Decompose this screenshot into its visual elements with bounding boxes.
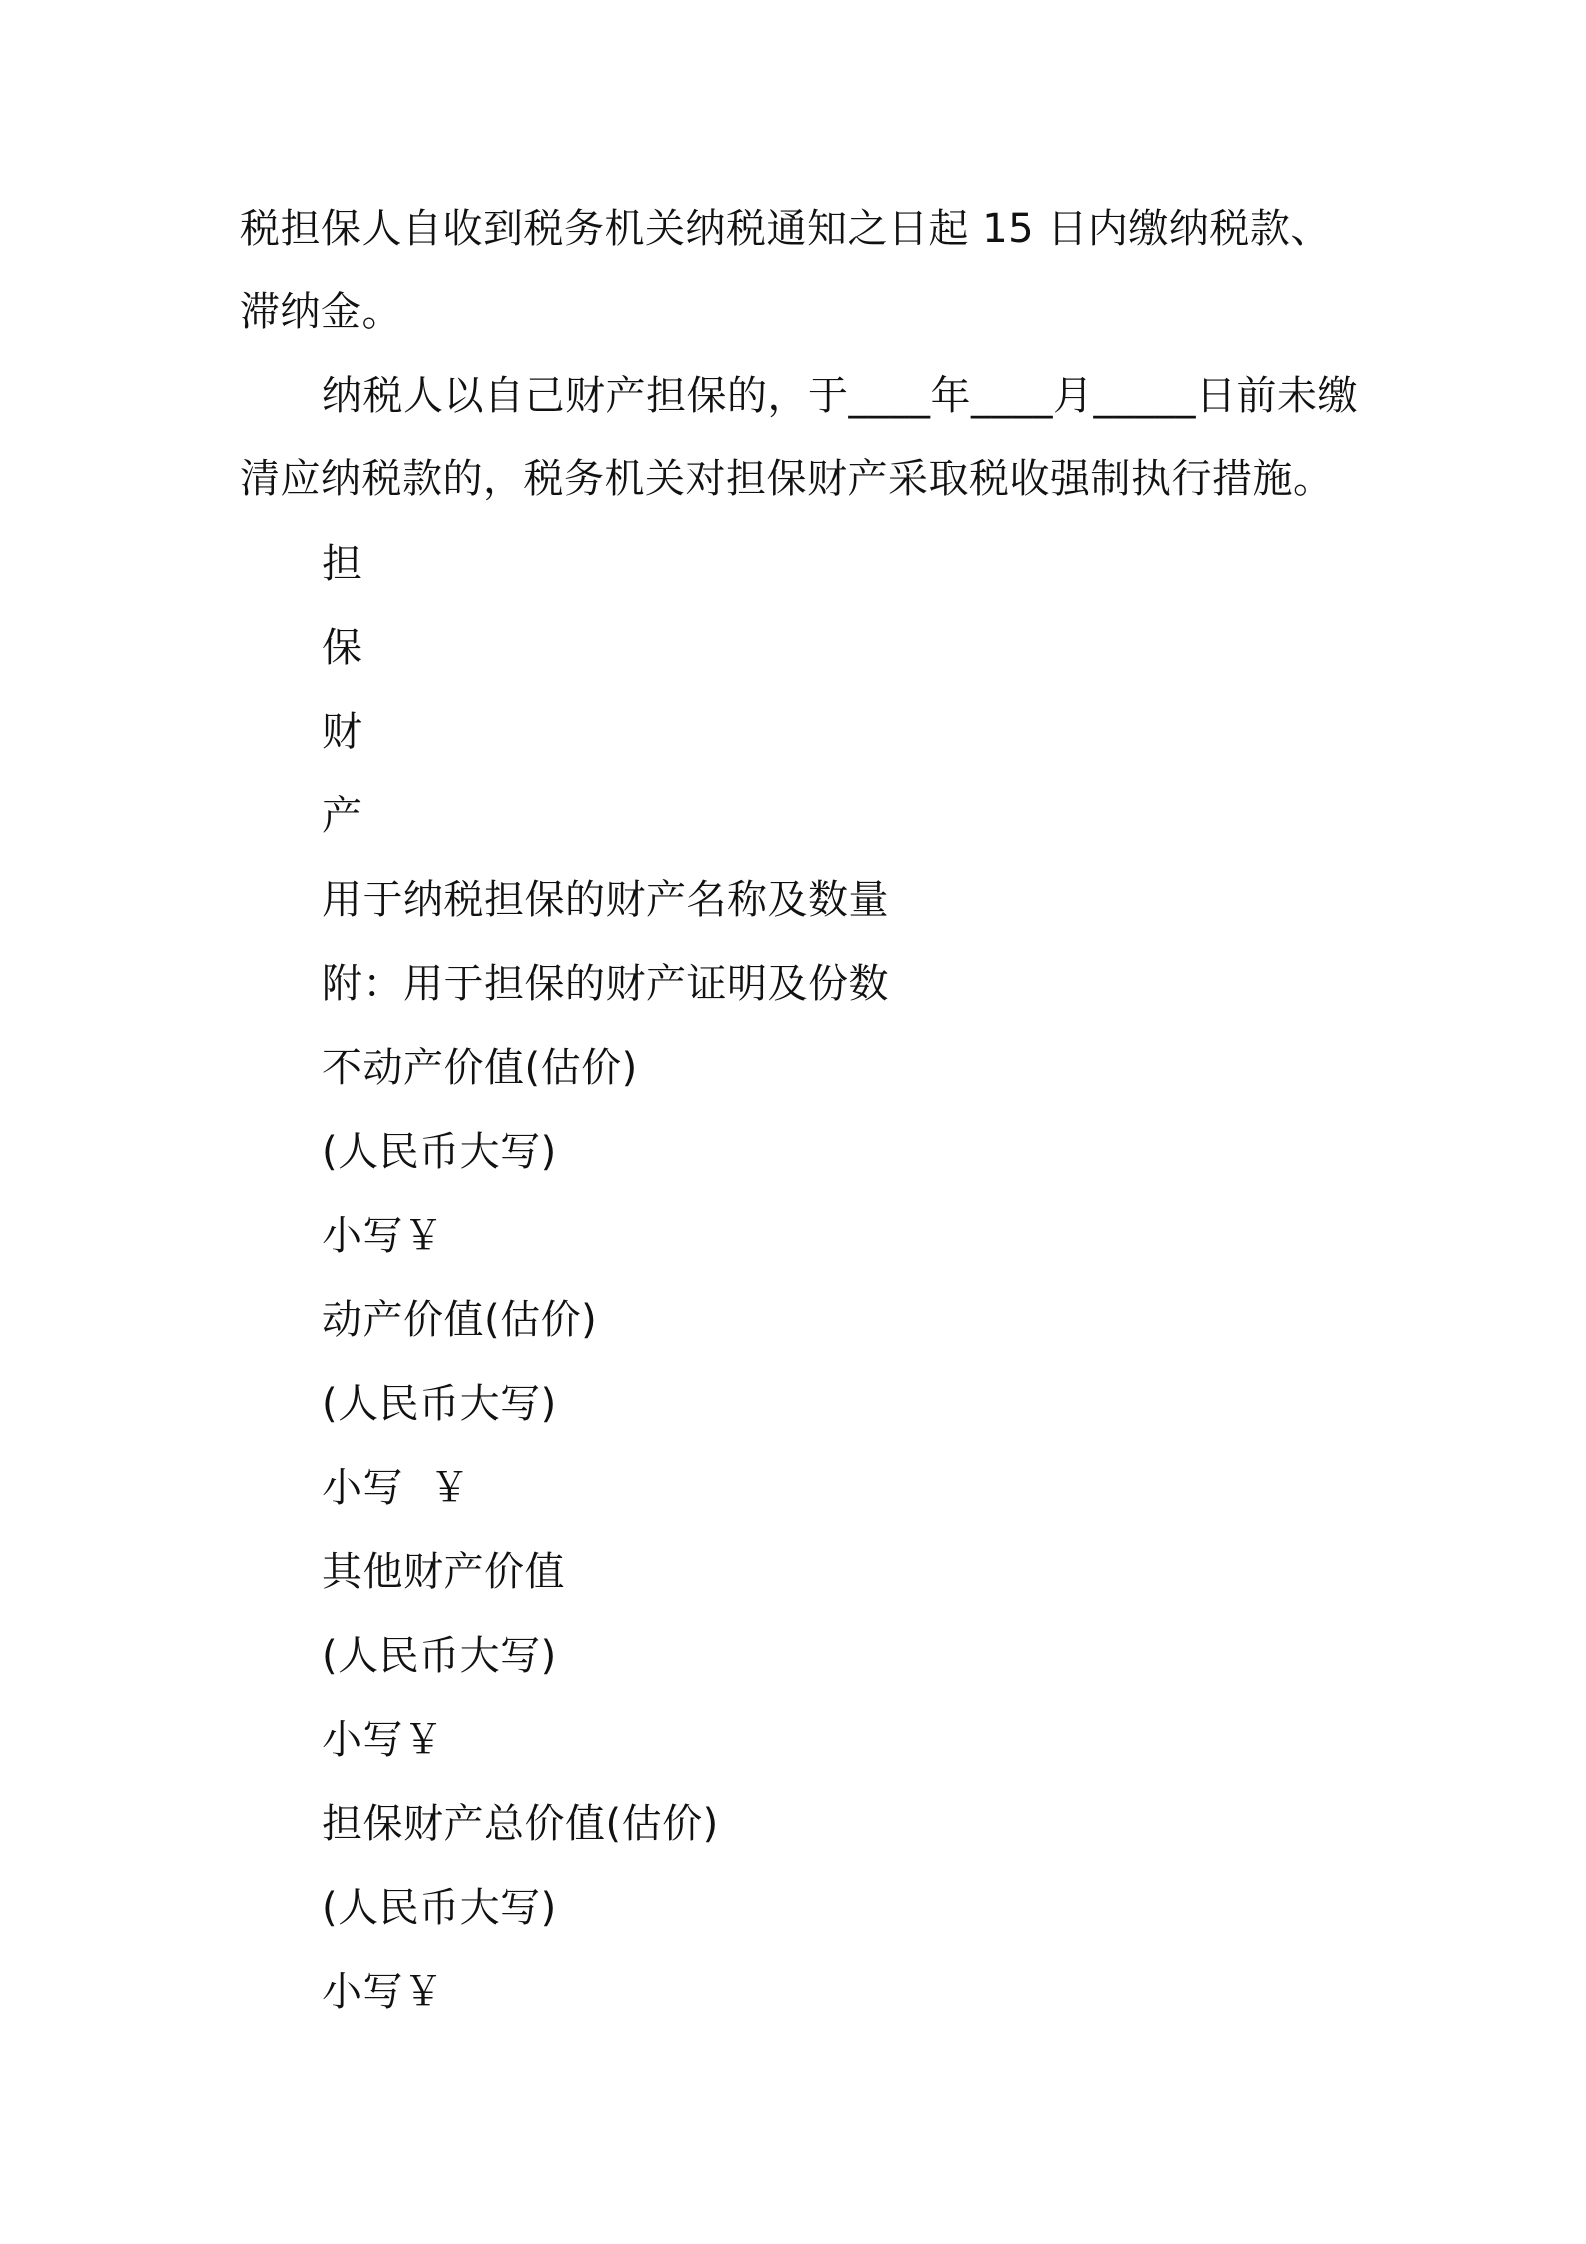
list-item: 担保财产总价值(估价) xyxy=(322,1801,719,1847)
list-item: 不动产价值(估价) xyxy=(322,1045,638,1091)
paragraph-guarantor-payment: 税担保人自收到税务机关纳税通知之日起 15 日内缴纳税款、滞纳金。 xyxy=(240,206,1331,335)
list-item: (人民币大写) xyxy=(322,1381,557,1427)
list-item: 其他财产价值 xyxy=(322,1549,565,1595)
list-item: 动产价值(估价) xyxy=(322,1297,598,1343)
list-item: 担 xyxy=(322,541,363,587)
list-item: 小写￥ xyxy=(322,1969,444,2015)
list-item: 小写￥ xyxy=(322,1213,444,1259)
list-item: 财 xyxy=(322,709,363,755)
list-item: 保 xyxy=(322,625,363,671)
paragraph-enforcement: 纳税人以自己财产担保的，于____年____月_____日前未缴清应纳税款的，税务机关对担保财产采取税收强制执行措施。 xyxy=(240,373,1358,502)
list-item: 小写￥ xyxy=(322,1717,444,1763)
list-item: 附：用于担保的财产证明及份数 xyxy=(322,961,889,1007)
list-item: 小写 ￥ xyxy=(322,1465,470,1511)
list-item: (人民币大写) xyxy=(322,1885,557,1931)
guarantee-property-list xyxy=(322,522,1322,2034)
list-item: (人民币大写) xyxy=(322,1633,557,1679)
list-item: 产 xyxy=(322,793,363,839)
list-item: (人民币大写) xyxy=(322,1129,557,1175)
list-item: 用于纳税担保的财产名称及数量 xyxy=(322,877,889,923)
